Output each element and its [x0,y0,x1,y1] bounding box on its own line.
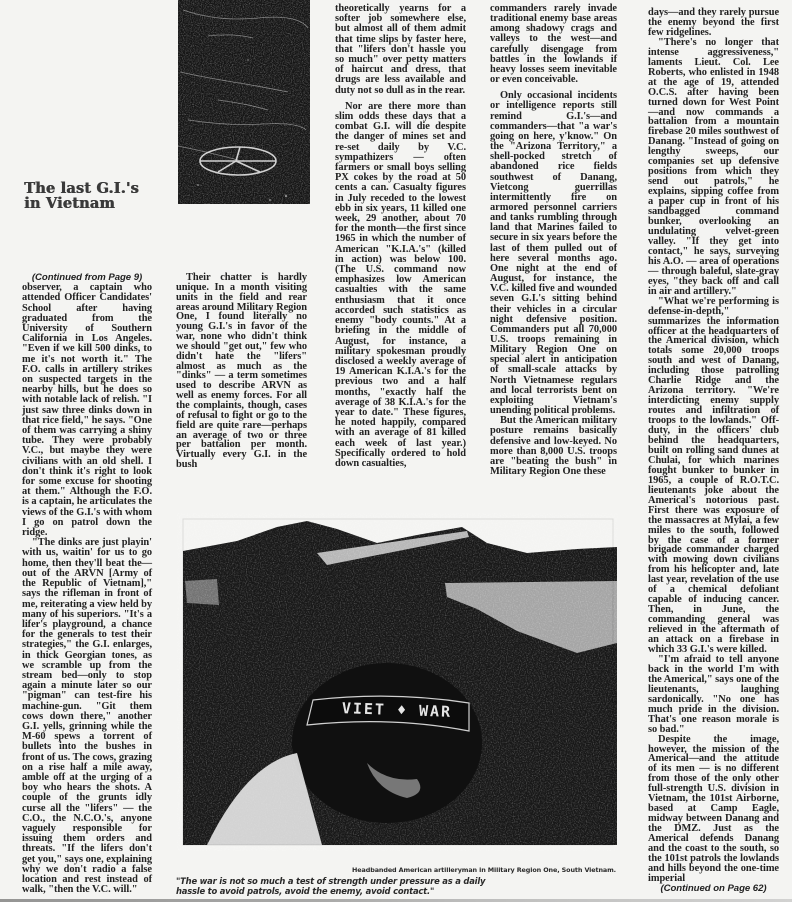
paragraph: "I'm afraid to tell anyone back in the world I'm with the Americal," says one of the lieutenants, laughing sardonically. "No one has much pride in the division. That's one reason morale is so bad." [648,653,779,735]
paragraph: Nor are there more than slim odds these days that a combat G.I. will die despite the danger of mines set and re-set daily by V.C. sympathizers — often farmers or small boys selling PX cokes by the road at 50 cents a can. Casualty figures in July receded to the lowest ebb in six years, 11 killed one week, 29 another, about 70 for the month—the first since 1965 in which the number of American "K.I.A.'s" (killed in action) was below 100. (The U.S. command now emphasizes low American casualties with the same enthusiasm that it once accorded such statistics as enemy "body counts." At a briefing in the middle of August, for instance, a military spokesman proudly disclosed a weekly average of 19 American K.I.A.'s for the previous two and a half months, "exactly half the average of 38 K.I.A.'s for the year to date." These figures, he noted happily, compared with an average of 81 killed each week of last year.) Specifically ordered to hold down casualties, [335,100,466,469]
text-column-1 [22,273,152,895]
main-photo-artilleryman [177,513,618,851]
text-column-3 [335,4,466,469]
artilleryman-photo-graphic [177,513,618,851]
headband-text: VIET ♦ WAR [341,699,453,721]
headline-line-2: in Vietnam [24,195,115,212]
continued-on-note: (Continued on Page 62) [660,882,767,894]
paragraph: Only occasional incidents or intelligence reports still remind G.I.'s—and commanders—that "a war's going on here, y'know." On the "Arizona Territory," a shell-pocked stretch of abandoned rice fields southwest of Danang, Vietcong guerrillas intermittently fire on armored personnel carriers and tanks rumbling through land that Marines failed to secure in six years before the last of them pulled out of here several months ago. One night at the end of August, for instance, the V.C. killed five and wounded seven G.I.'s sitting behind their vehicles in a circular night defensive position. Commanders put all 70,000 U.S. troops remaining in Military Region One on special alert in anticipation of small-scale attacks by North Vietnamese regulars and local terrorists bent on exploiting Vietnam's unending political problems. [490,90,617,417]
paragraph: theoretically yearns for a softer job somewhere else, but almost all of them admit that time slips by faster here, that "lifers don't hassle you so much" over petty matters of haircut and dress, that drugs are less available and duty not so dull as in the rear. [335,3,466,96]
paragraph: "What we're performing is defense-in-depth," summarizes the information officer at the headquarters of the Americal division, which totals some 20,000 troops south and west of Danang, including those patrolling Charlie Ridge and the Arizona territory. "We're interdicting enemy supply routes and infiltration of troops to the lowlands." Off-duty, in the officers' club behind the headquarters, built on rolling sand dunes at Chulai, for which marines fought bunker to bunker in 1965, a couple of R.O.T.C. lieutenants joke about the Americal's notorious past. First there was exposure of the massacres at Mylai, a few miles to the south, followed by the case of a former brigade commander charged with mowing down civilians from his helicopter and, late last year, revelation of the use of a chemical defoliant capable of inducing cancer. Then, in June, the commanding general was relieved in the aftermath of an attack on a firebase in which 33 G.I.'s were killed. [648,295,779,655]
headline-line-1: The last G.I.'s [24,180,139,197]
paragraph: observer, a captain who attended Officer Candidates' School after having graduated from the University of Southern California in Los Angeles. "Even if we kill 500 dinks, to me it's not worth it." The F.O. calls in artillery strikes on suspected targets in the nearby hills, but he does so with notable lack of relish. "I just saw three dinks down in that rice field," he says. "One of them was carrying a shiny tube. They were probably V.C., but maybe they were civilians with an old shell. I don't think it's right to look for some excuse for shooting at them." Although the F.O. is a captain, he articulates the views of the G.I.'s with whom I go on patrol down the ridge. [22,282,153,539]
pull-quote: "The war is not so much a test of strength under pressure as a daily hassle to avoid patrols, avoid the enemy, avoid contact." [176,876,486,896]
paragraph: days—and they rarely pursue the enemy beyond the first few ridgelines. [648,7,779,38]
paragraph: commanders rarely invade traditional enemy base areas among shadowy crags and valleys to the west—and carefully disengage from battles in the lowlands if heavy losses seem inevitable or even conceivable. [490,3,617,86]
text-column-2 [176,273,307,470]
peace-sign-photo-graphic [178,0,310,204]
paragraph: Their chatter is hardly unique. In a month visiting units in the field and rear areas around Military Region One, I found literally no young G.I.'s in favor of the war, none who didn't think we should "get out," few who didn't hate the "lifers" almost as much as the "dinks" — a term sometimes used to describe ARVN as well as enemy forces. For all the complaints, though, cases of refusal to fight or go to the field are quite rare—perhaps an average of two or three per battalion per month. Virtually every G.I. in the bush [176,272,307,471]
article-headline [24,181,144,211]
paragraph: "The dinks are just playin' with us, waitin' for us to go home, then they'll beat the— out of the ARVN [Army of the Republic of Vietnam]," says the rifleman in front of me, reiterating a view held by many of his superiors. "It's a lifer's playground, a chance for the generals to test their strategies," the G.I. enlarges, in thick Georgian tones, as we scramble up from the stream bed—only to stop again a minute later so our "pigman" can test-fire his machine-gun. "Git them cows down there," another G.I. yells, grinning while the M-60 spews a torrent of bullets into the bushes in front of us. The cows, grazing on a rise half a mile away, amble off at the urging of a boy who hears the shots. A couple of the grunts idly curse all the "lifers" — the C.O., the N.C.O.'s, anyone vaguely responsible for issuing them orders and threats. "If the lifers don't get you," says one, explaining why we don't radio a false location and rest instead of walk, "then the V.C. will." [22,537,152,896]
photo-caption: Headbanded American artilleryman in Military Region One, South Vietnam. [352,866,616,874]
paragraph: Despite the image, however, the mission of the Americal—and the attitude of its men — is no different from those of the only other full-strength U.S. division in Vietnam, the 101st Airborne, based at Camp Eagle, midway between Danang and the DMZ. Just as the Americal defends Danang and the coast to the south, so the 101st patrols the lowlands and hills beyond the one-time imperial [648,733,779,884]
paragraph: But the American military posture remains basically defensive and low-keyed. No more than 8,000 U.S. troops are "beating the bush" in Military Region One these [490,415,617,478]
text-column-5 [648,8,779,894]
paragraph: "There's no longer that intense aggressiveness," laments Lieut. Col. Lee Roberts, who enlisted in 1948 at the age of 19, attended O.C.S. after having been turned down for West Point—and now commands a battalion from a mountain firebase 20 miles southwest of Danang. "Instead of going on lengthy sweeps, our companies set up defensive positions from which they send out patrols," he explains, sipping coffee from a paper cup in front of his sandbagged command bunker, overlooking an undulating velvet-green valley. "If they get into contact," he says, surveying his A.O. — area of operations — through baleful, slate-gray eyes, "they back off and call in air and artillery." [648,36,779,297]
continued-from-note: (Continued from Page 9) [31,272,143,283]
top-photo-peace-sign [178,0,310,204]
text-column-4 [490,4,617,477]
